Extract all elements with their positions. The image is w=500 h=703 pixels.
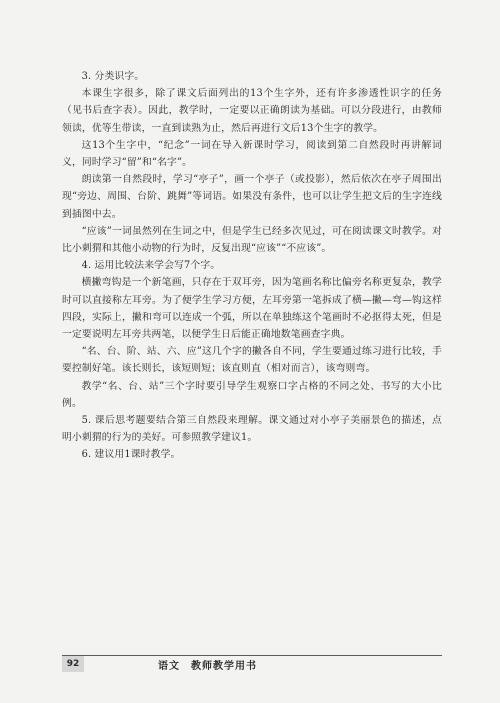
paragraph: “应该”一词虽然列在生词之中，但是学生已经多次见过，可在阅读课文时教学。对比小刺猬和其他小动物的行为时，反复出现“应该”“不应该”。 — [62, 225, 442, 255]
page-number: 92 — [62, 656, 84, 672]
paragraph: 5. 课后思考题要结合第三自然段来理解。课文通过对小亭子美丽景色的描述，点明小刺猬的行为的美好。可参照教学建议1。 — [62, 415, 442, 444]
paragraph: “名、台、阶、站、六、应”这几个字的撇各自不同，学生要通过练习进行比较，手要控制好笔。该长则长，该短则短；该直则直（相对而言），该弯则弯。 — [62, 346, 442, 375]
paragraph: 教学“名、台、站”三个字时要引导学生观察口字占格的不同之处、书写的大小比例。 — [62, 380, 442, 409]
book-title: 语文 教师教学用书 — [158, 661, 257, 672]
paragraph: 这13个生字中，“纪念”一词在导入新课时学习，阅读到第二自然段时再讲解词义，同时学习“留”和“名字”。 — [62, 139, 442, 169]
paragraph: 3. 分类识字。 — [81, 71, 145, 82]
paragraph: 横撇弯钩是一个新笔画，只存在于双耳旁，因为笔画名称比偏旁名称更复杂，教学时可以直接称左耳旁。为了便学生学习方便，左耳旁第一笔拆成了横—撇—弯—钩这样四段，实际上，撇和弯可以连成一个弧，所以在单独练这个笔画时不必抠得太死，但是一定要说明左耳旁共两笔，以便学生日后能正确地数笔画查字典。 — [62, 277, 442, 341]
page-footer — [62, 655, 442, 673]
paragraph: 朗读第一自然段时，学习“亭子”，画一个亭子（或投影），然后依次在亭子周围出现“旁边、周围、台阶、跳舞”等词语。如果没有条件，也可以让学生把文后的生字连线到插图中去。 — [62, 174, 442, 220]
footer-rule — [62, 655, 442, 656]
paragraph: 本课生字很多，除了课文后面列出的13个生字外，还有许多渗透性识字的任务（见书后查字表）。因此，教学时，一定要以正确朗读为基础。可以分段进行，由教师领读，优等生带读，一直到读熟为止，然后再进行文后13个生字的教学。 — [62, 88, 442, 134]
paragraph: 6. 建议用1课时教学。 — [81, 449, 181, 461]
paragraph: 4. 运用比较法来学会写7个字。 — [81, 260, 221, 272]
body-text — [62, 68, 442, 464]
